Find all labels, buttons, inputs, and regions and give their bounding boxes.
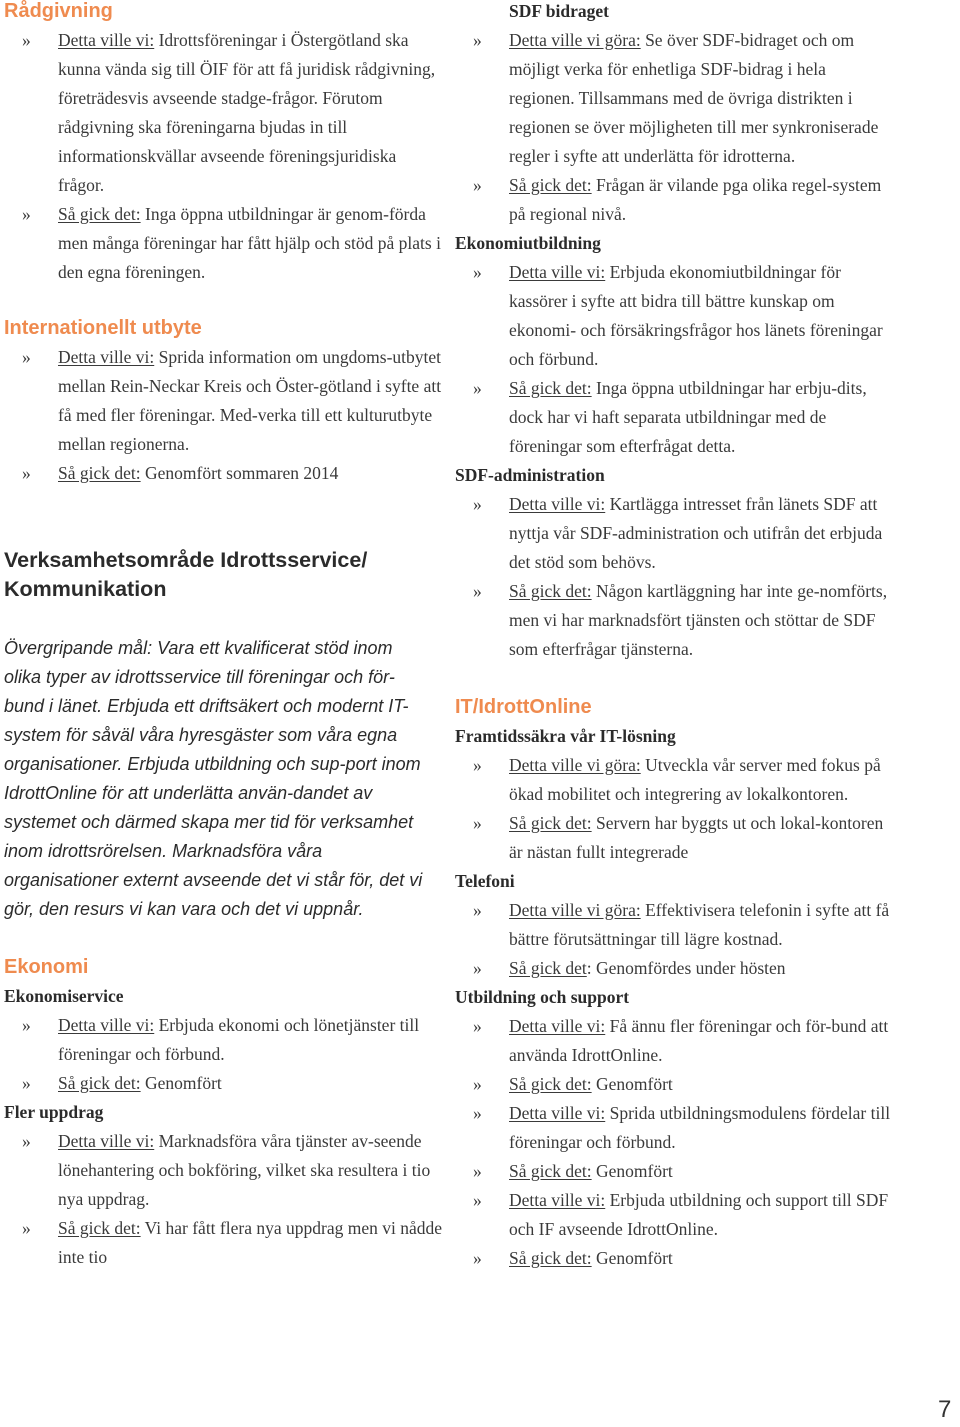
framtidssakra-list <box>455 751 895 867</box>
bullet-text: : Genomfördes under hösten <box>586 958 786 978</box>
bullet-mark: » <box>473 1190 482 1210</box>
bullet-text: Genomfört <box>140 1073 222 1093</box>
bullet-mark: » <box>473 1103 482 1123</box>
ekonomiutbildning-list <box>455 258 895 461</box>
bullet-mark: » <box>473 1016 482 1036</box>
bullet-item <box>4 1214 444 1272</box>
bullet-item <box>455 26 895 171</box>
fler-uppdrag-list <box>4 1127 444 1272</box>
bullet-item <box>4 459 444 488</box>
overgripande-mal-text: Övergripande mål: Vara ett kvalificerat stöd inom olika typer av idrottsservice till föreningar och för-bund i länet. Erbjuda ett driftsäkert och modernt IT-system för såväl våra hyresgäster som våra egna organisationer. Erbjuda utbildning och sup-port inom IdrottOnline för att underlätta använ-dandet av systemet och därmed skapa mer tid för verksamhet inom idrottsrörelsen. Marknadsföra våra organisationer externt avseende det vi står för, det vi gör, den resurs vi kan vara och det vi uppnår. <box>4 638 423 919</box>
bullet-text: Idrottsföreningar i Östergötland ska kunna vända sig till ÖIF för att få juridisk rådgivning, företrädesvis avseende stadge-frågor. Förutom rådgivning ska föreningarna bjudas in till informationskvällar avseende föreningsjuridiska frågor. <box>58 30 436 195</box>
right-column <box>455 0 895 1273</box>
bullet-label: Så gick det: <box>58 204 141 224</box>
bullet-mark: » <box>473 1074 482 1094</box>
bullet-text: Erbjuda ekonomi och lönetjänster till föreningar och förbund. <box>58 1015 420 1064</box>
bullet-mark: » <box>22 1073 31 1093</box>
bullet-item <box>455 1012 895 1070</box>
subheading-sdf-administration: SDF-administration <box>455 465 605 485</box>
bullet-item <box>455 1099 895 1157</box>
bullet-label: Så gick det: <box>58 1073 141 1093</box>
bullet-label: Detta ville vi: <box>509 262 606 282</box>
bullet-item <box>455 258 895 374</box>
bullet-item <box>455 577 895 664</box>
bullet-item <box>4 343 444 459</box>
bullet-label: Så gick det: <box>509 175 592 195</box>
bullet-label: Så gick det: <box>509 813 592 833</box>
bullet-mark: » <box>473 30 482 50</box>
bullet-label: Så gick det: <box>58 1218 141 1238</box>
bullet-label: Så gick det: <box>509 1161 592 1181</box>
sdf-bidraget-list <box>455 26 895 229</box>
bullet-mark: » <box>473 175 482 195</box>
bullet-item <box>455 1070 895 1099</box>
bullet-item <box>4 1069 444 1098</box>
bullet-item <box>4 26 444 200</box>
bullet-mark: » <box>22 1218 31 1238</box>
bullet-text: Vi har fått flera nya uppdrag men vi nådde inte tio <box>58 1218 442 1267</box>
bullet-item <box>4 1011 444 1069</box>
bullet-item <box>455 896 895 954</box>
bullet-label: Så gick det: <box>509 581 592 601</box>
bullet-mark: » <box>22 1015 31 1035</box>
subheading-sdf-bidraget: SDF bidraget <box>509 1 609 21</box>
bullet-item <box>4 1127 444 1214</box>
bullet-label: Så gick det <box>509 958 587 978</box>
bullet-label: Detta ville vi: <box>509 1190 606 1210</box>
bullet-item <box>455 1157 895 1186</box>
page-number: 7 <box>938 1396 952 1423</box>
bullet-item <box>455 954 895 983</box>
left-column <box>4 0 444 1272</box>
bullet-label: Detta ville vi: <box>509 494 606 514</box>
bullet-mark: » <box>22 204 31 224</box>
bullet-mark: » <box>22 1131 31 1151</box>
subheading-telefoni: Telefoni <box>455 871 515 891</box>
utbildning-support-list <box>455 1012 895 1273</box>
sdf-administration-list <box>455 490 895 664</box>
bullet-mark: » <box>473 755 482 775</box>
bullet-label: Detta ville vi: <box>58 1015 155 1035</box>
bullet-mark: » <box>473 900 482 920</box>
bullet-text: Genomfört sommaren 2014 <box>140 463 339 483</box>
bullet-text: Någon kartläggning har inte ge-nomförts, men vi har marknadsfört tjänsten och stöttar de SDF som efterfrågar tjänsterna. <box>509 581 888 659</box>
bullet-mark: » <box>22 347 31 367</box>
bullet-text: Genomfört <box>591 1248 673 1268</box>
bullet-text: Erbjuda utbildning och support till SDF och IF avseende IdrottOnline. <box>509 1190 889 1239</box>
bullet-item <box>455 751 895 809</box>
bullet-item <box>455 1186 895 1244</box>
bullet-text: Kartlägga intresset från länets SDF att nyttja vår SDF-administration och utifrån det erbjuda det stöd som behövs. <box>509 494 883 572</box>
radgivning-list <box>4 26 444 287</box>
bullet-label: Så gick det: <box>509 378 592 398</box>
heading-internationellt: Internationellt utbyte <box>4 317 202 339</box>
bullet-mark: » <box>473 262 482 282</box>
bullet-mark: » <box>22 30 31 50</box>
bullet-text: Effektivisera telefonin i syfte att få bättre förutsättningar till lägre kostnad. <box>509 900 890 949</box>
bullet-mark: » <box>473 1161 482 1181</box>
bullet-text: Utveckla vår server med fokus på ökad mobilitet och integrering av lokalkontoren. <box>509 755 881 804</box>
bullet-label: Så gick det: <box>509 1248 592 1268</box>
bullet-text: Få ännu fler föreningar och för-bund att använda IdrottOnline. <box>509 1016 889 1065</box>
subheading-framtidssakra: Framtidssäkra vår IT-lösning <box>455 726 676 746</box>
bullet-mark: » <box>473 958 482 978</box>
bullet-text: Inga öppna utbildningar har erbju-dits, dock har vi haft separata utbildningar med de föreningar som efterfrågat detta. <box>509 378 867 456</box>
bullet-text: Se över SDF-bidraget och om möjligt verka för enhetliga SDF-bidrag i hela regionen. Tillsammans med de övriga distrikten i regionen se över möjligheten till mer synkroniserade regler i syfte att underlätta för idrotterna. <box>509 30 879 166</box>
bullet-label: Detta ville vi: <box>58 30 155 50</box>
heading-it-idrottonline: IT/IdrottOnline <box>455 696 592 718</box>
bullet-item <box>4 200 444 287</box>
bullet-label: Detta ville vi: <box>58 1131 155 1151</box>
bullet-mark: » <box>473 813 482 833</box>
heading-ekonomi: Ekonomi <box>4 956 89 978</box>
heading-radgivning: Rådgivning <box>4 0 113 22</box>
bullet-label: Så gick det: <box>509 1074 592 1094</box>
bullet-text: Erbjuda ekonomiutbildningar för kassörer i syfte att bidra till bättre kunskap om ekonomi- och försäkringsfrågor hos länets föreningar och förbund. <box>509 262 883 369</box>
internationellt-list <box>4 343 444 488</box>
bullet-text: Genomfört <box>591 1074 673 1094</box>
ekonomiservice-list <box>4 1011 444 1098</box>
bullet-mark: » <box>22 463 31 483</box>
bullet-text: Marknadsföra våra tjänster av-seende lönehantering och bokföring, vilket ska resultera i tio nya uppdrag. <box>58 1131 431 1209</box>
bullet-label: Detta ville vi: <box>509 1016 606 1036</box>
bullet-text: Sprida utbildningsmodulens fördelar till föreningar och förbund. <box>509 1103 891 1152</box>
bullet-label: Detta ville vi: <box>58 347 155 367</box>
bullet-label: Detta ville vi göra: <box>509 900 641 920</box>
bullet-text: Servern har byggts ut och lokal-kontoren är nästan fullt integrerade <box>509 813 884 862</box>
bullet-text: Inga öppna utbildningar är genom-förda men många föreningar har fått hjälp och stöd på plats i den egna föreningen. <box>58 204 441 282</box>
subheading-utbildning-support: Utbildning och support <box>455 987 630 1007</box>
subheading-fler-uppdrag: Fler uppdrag <box>4 1102 104 1122</box>
bullet-text: Frågan är vilande pga olika regel-system på regional nivå. <box>509 175 882 224</box>
bullet-label: Detta ville vi göra: <box>509 30 641 50</box>
bullet-text: Sprida information om ungdoms-utbytet mellan Rein-Neckar Kreis och Öster-götland i syfte att få med fler föreningar. Med-verka till ett kulturutbyte mellan regionerna. <box>58 347 442 454</box>
bullet-mark: » <box>473 378 482 398</box>
bullet-item <box>455 374 895 461</box>
subheading-ekonomiutbildning: Ekonomiutbildning <box>455 233 601 253</box>
bullet-item <box>455 171 895 229</box>
bullet-mark: » <box>473 1248 482 1268</box>
subheading-ekonomiservice: Ekonomiservice <box>4 986 124 1006</box>
bullet-label: Så gick det: <box>58 463 141 483</box>
bullet-item <box>455 809 895 867</box>
bullet-label: Detta ville vi: <box>509 1103 606 1123</box>
bullet-mark: » <box>473 581 482 601</box>
bullet-mark: » <box>473 494 482 514</box>
heading-verksamhetsomrade: Verksamhetsområde Idrottsservice/ Kommunikation <box>4 548 368 601</box>
bullet-item <box>455 490 895 577</box>
telefoni-list <box>455 896 895 983</box>
bullet-label: Detta ville vi göra: <box>509 755 641 775</box>
bullet-item <box>455 1244 895 1273</box>
bullet-text: Genomfört <box>591 1161 673 1181</box>
